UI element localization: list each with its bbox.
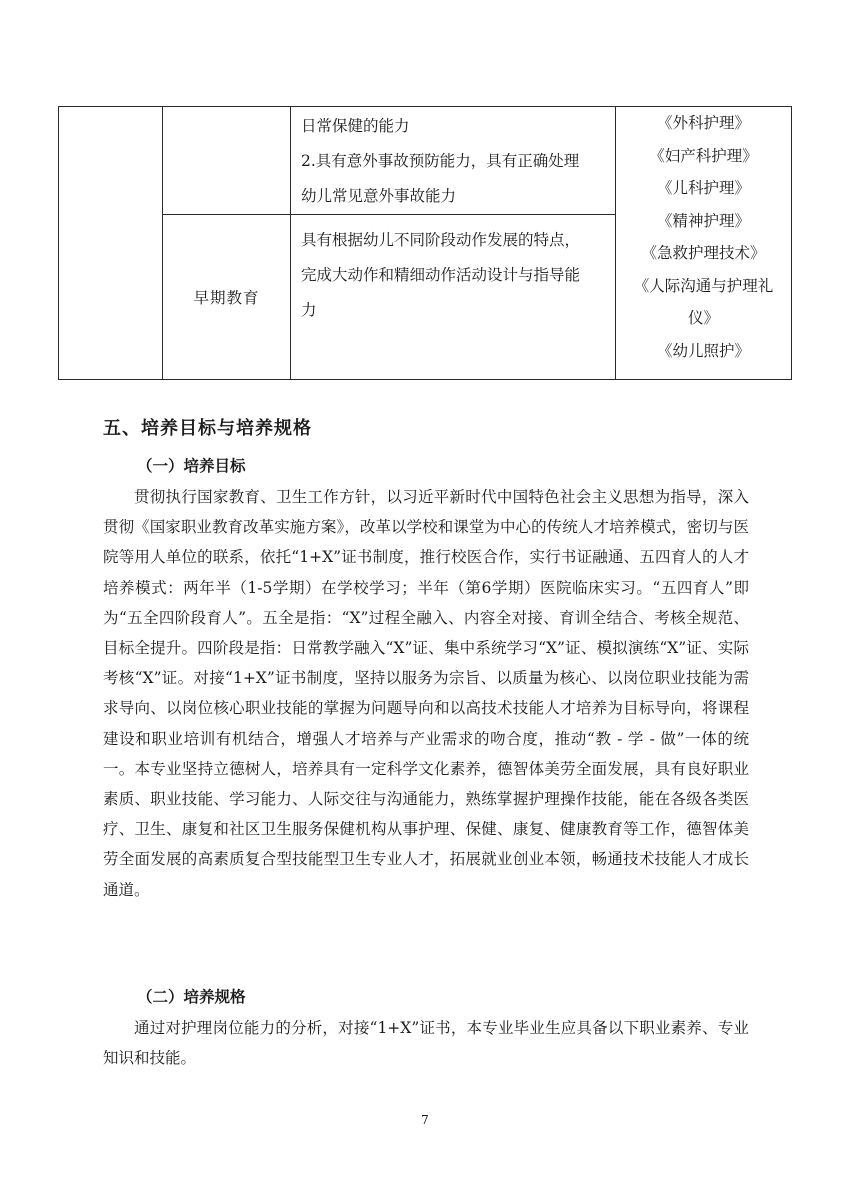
- ability-line: 幼儿常见意外事故能力: [301, 187, 457, 205]
- page-number: 7: [421, 1113, 429, 1127]
- course-item: 《妇产科护理》: [649, 146, 758, 165]
- paragraph-specs: 通过对护理岗位能力的分析，对接“1+X”证书，本专业毕业生应具备以下职业素养、专业知识和技能。: [103, 1019, 749, 1068]
- course-item: 《幼儿照护》: [656, 341, 750, 360]
- course-item: 《急救护理技术》: [641, 244, 766, 262]
- course-item: 仪》: [687, 309, 719, 327]
- section-heading: 五、培养目标与培养规格: [103, 418, 312, 439]
- course-item: 《人际沟通与护理礼: [633, 276, 774, 295]
- subsection-heading-specs: （二）培养规格: [137, 988, 246, 1006]
- course-item: 《外科护理》: [656, 114, 750, 132]
- subsection-heading-goals: （一）培养目标: [137, 457, 246, 475]
- paragraph-goals: 贯彻执行国家教育、卫生工作方针，以习近平新时代中国特色社会主义思想为指导，深入贯彻《国家职业教育改革实施方案》，改革以学校和课堂为中心的传统人才培养模式，密切与医院等用人单位的联系，依托“1+X”证书制度，推行校医合作，实行书证融通、五四育人的人才培养模式：两年半（1-5学期）在学校学习；半年（第6学期）医院临床实习。“五四育人”即为“五全四阶段育人”。五全是指：“X”过程全融入、内容全对接、育训全结合、考核全规范、目标全提升。四阶段是指：日常教学融入“X”证、集中系统学习“X”证、模拟演练“X”证、实际考核“X”证。对接“1+X”证书制度，坚持以服务为宗旨、以质量为核心、以岗位职业技能为需求导向、以岗位核心职业技能的掌握为问题导向和以高技术技能人才培养为目标导向，将课程建设和职业培训有机结合，增强人才培养与产业需求的吻合度，推动“教 - 学 - 做”一体的统一。本专业坚持立德树人，培养具有一定科学文化素养，德智体美劳全面发展，具有良好职业素质、职业技能、学习能力、人际交往与沟通能力，熟练掌握护理操作技能，能在各级各类医疗、卫生、康复和社区卫生服务保健机构从事护理、保健、康复、健康教育等工作，德智体美劳全面发展的高素质复合型技能型卫生专业人才，拓展就业创业本领，畅通技术技能人才成长通道。: [103, 488, 749, 899]
- course-item: 《儿科护理》: [656, 179, 750, 197]
- table-cell-empty: [59, 107, 163, 380]
- ability-line: 完成大动作和精细动作活动设计与指导能: [301, 266, 581, 284]
- table-cell-courses: [616, 107, 792, 380]
- course-item: 《精神护理》: [656, 211, 750, 230]
- table-cell-stage-empty: [163, 107, 291, 215]
- ability-line: 2.具有意外事故预防能力，具有正确处理: [301, 152, 580, 170]
- ability-line: 日常保健的能力: [301, 117, 410, 135]
- table-cell-stage: 早期教育: [163, 215, 291, 380]
- ability-line: 具有根据幼儿不同阶段动作发展的特点，: [301, 231, 581, 249]
- table-cell-ability: [291, 215, 616, 380]
- ability-line: 力: [301, 301, 317, 319]
- ability-course-table: [58, 106, 792, 380]
- table-cell-ability: [291, 107, 616, 215]
